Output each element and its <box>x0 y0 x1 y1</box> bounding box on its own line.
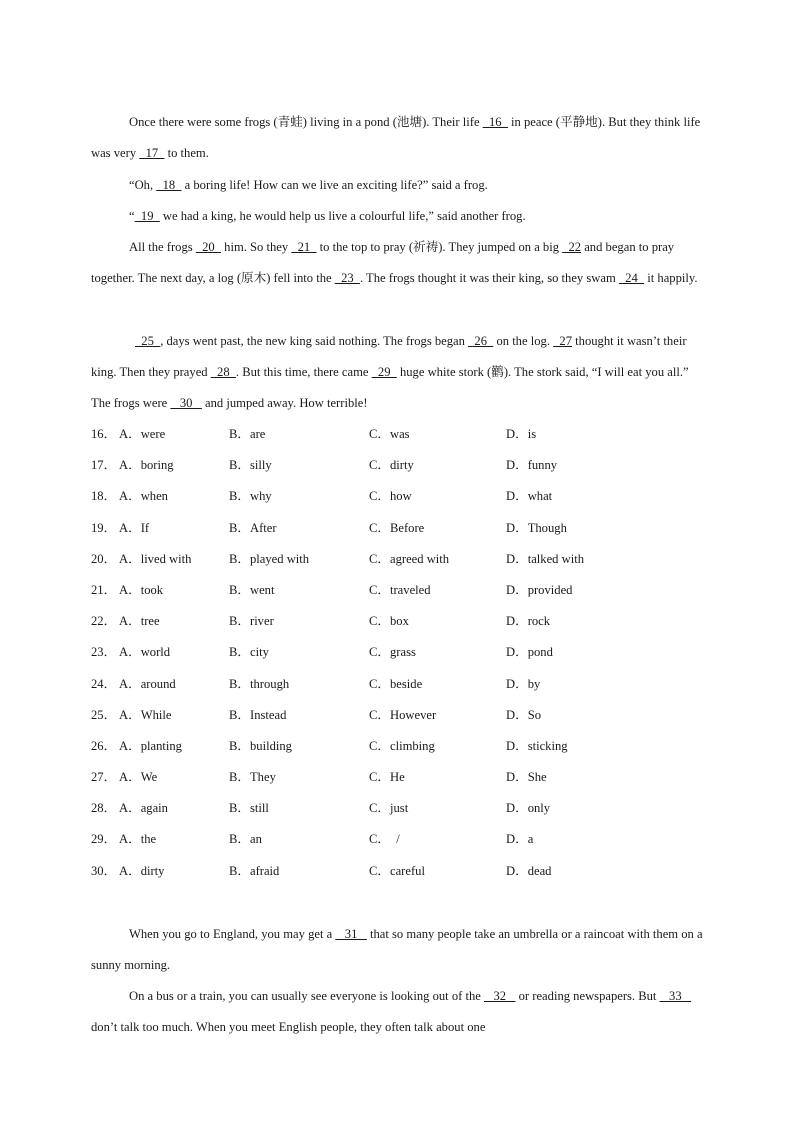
question-number: 26． <box>91 738 117 753</box>
option-c: C．beside <box>369 676 423 691</box>
options-list <box>91 419 711 887</box>
option-b: B．They <box>229 770 276 785</box>
option-b: B．river <box>229 614 274 629</box>
option-a: A．We <box>119 770 158 785</box>
option-c: C．traveled <box>369 582 431 597</box>
text: “Oh, <box>129 178 157 192</box>
question-number: 23． <box>91 645 117 660</box>
passage1-paragraph-1 <box>91 107 703 169</box>
text: On a bus or a train, you can usually see everyone is looking out of the <box>129 989 484 1003</box>
option-d: D．dead <box>506 863 552 878</box>
option-d: D．rock <box>506 614 551 629</box>
passage1-paragraph-4 <box>91 232 703 294</box>
option-a: A．dirty <box>119 863 165 878</box>
option-d: D．pond <box>506 645 553 660</box>
question-row-26 <box>91 731 711 762</box>
text: thought it wasn’t their king. Then they prayed <box>91 334 687 380</box>
blank-32: 32 <box>484 989 516 1003</box>
option-a: A．If <box>119 520 150 535</box>
option-a: A．tree <box>119 614 160 629</box>
text: huge white stork (鹳). The stork said, “I will eat you all.” The frogs were <box>91 365 689 411</box>
text: “ <box>129 209 135 223</box>
question-number: 16． <box>91 427 117 441</box>
option-a: A．were <box>119 427 166 441</box>
text: and jumped away. How terrible! <box>201 396 368 411</box>
option-b: B．city <box>229 645 269 660</box>
option-b: B．went <box>229 582 275 597</box>
question-number: 22． <box>91 614 117 629</box>
question-number: 30． <box>91 863 117 878</box>
option-a: A．the <box>119 832 157 847</box>
question-row-16 <box>91 419 711 450</box>
option-d: D．provided <box>506 582 573 597</box>
blank-17: 17 <box>139 146 165 161</box>
option-c: C．grass <box>369 645 416 660</box>
text: Once there were some frogs (青蛙) living in a pond (池塘). Their life <box>129 115 483 129</box>
option-c: C．box <box>369 614 409 629</box>
blank-19: 19 <box>134 209 160 223</box>
option-b: B．afraid <box>229 863 280 878</box>
question-number: 18． <box>91 489 117 504</box>
blank-31: 31 <box>335 927 367 941</box>
text: it happily. <box>644 271 698 286</box>
question-row-18 <box>91 481 711 512</box>
option-c: C．Before <box>369 520 425 535</box>
option-d: D．a <box>506 832 534 847</box>
option-a: A．around <box>119 676 176 691</box>
question-number: 24． <box>91 676 117 691</box>
text: When you go to England, you may get a <box>129 927 336 941</box>
passage1-paragraph-2 <box>91 170 703 201</box>
option-d: D．by <box>506 676 541 691</box>
text: that so many people take an umbrella or a raincoat with them on a sunny morning. <box>91 927 703 973</box>
question-number: 28． <box>91 801 117 816</box>
passage2-paragraph-2 <box>91 981 703 1043</box>
option-a: A．planting <box>119 738 182 753</box>
blank-20: 20 <box>195 240 221 254</box>
question-number: 25． <box>91 707 117 722</box>
option-a: A．when <box>119 489 168 504</box>
option-d: D．sticking <box>506 738 568 753</box>
blank-22: 22 <box>562 240 582 254</box>
text: to the top to pray (祈祷). They jumped on a big <box>316 240 563 254</box>
option-b: B．are <box>229 427 266 441</box>
blank-28: 28 <box>210 365 236 380</box>
text: , days went past, the new king said nothing. The frogs began <box>160 334 469 348</box>
text: a boring life! How can we live an exciting life?” said a frog. <box>181 178 488 192</box>
option-d: D．funny <box>506 458 558 473</box>
option-b: B．building <box>229 738 292 753</box>
option-c: C．dirty <box>369 458 414 473</box>
question-number: 17． <box>91 458 117 473</box>
option-c: C．climbing <box>369 738 435 753</box>
question-row-25 <box>91 700 711 731</box>
option-c: C．how <box>369 489 412 504</box>
question-row-20 <box>91 544 711 575</box>
option-b: B．through <box>229 676 290 691</box>
blank-24: 24 <box>618 271 645 286</box>
option-a: A．again <box>119 801 168 816</box>
text: . But this time, there came <box>235 365 372 380</box>
blank-27: 27 <box>553 334 573 348</box>
blank-29: 29 <box>371 365 397 380</box>
text: we had a king, he would help us live a colourful life,” said another frog. <box>159 209 526 223</box>
blank-16: 16 <box>482 115 508 129</box>
option-c: C．careful <box>369 863 425 878</box>
option-b: B．Instead <box>229 707 287 722</box>
text: or reading newspapers. But <box>515 989 660 1003</box>
blank-33: 33 <box>659 989 692 1003</box>
question-number: 27． <box>91 770 117 785</box>
option-b: B．silly <box>229 458 272 473</box>
blank-26: 26 <box>468 334 494 348</box>
blank-21: 21 <box>291 240 317 254</box>
option-c: C．He <box>369 770 405 785</box>
option-a: A．took <box>119 582 164 597</box>
passage2-paragraph-1 <box>91 919 703 981</box>
text: don’t talk too much. When you meet English people, they often talk about one <box>91 1020 486 1035</box>
text: All the frogs <box>129 240 196 254</box>
passage1-paragraph-3 <box>91 201 703 232</box>
option-b: B．After <box>229 520 277 535</box>
option-a: A．boring <box>119 458 174 473</box>
text: to them. <box>164 146 209 161</box>
option-c: C．was <box>369 427 410 441</box>
blank-23: 23 <box>334 271 360 286</box>
question-row-28 <box>91 793 711 824</box>
question-number: 21． <box>91 582 117 597</box>
question-row-24 <box>91 669 711 700</box>
option-a: A．lived with <box>119 551 192 566</box>
option-b: B．still <box>229 801 269 816</box>
option-d: D．talked with <box>506 551 584 566</box>
option-b: B．why <box>229 489 272 504</box>
option-b: B．played with <box>229 551 310 566</box>
question-row-17 <box>91 450 711 481</box>
option-d: D．Though <box>506 520 567 535</box>
option-a: A．While <box>119 707 172 722</box>
option-d: D．only <box>506 801 551 816</box>
question-number: 19． <box>91 520 117 535</box>
option-c: C．agreed with <box>369 551 450 566</box>
blank-25: 25 <box>135 334 161 348</box>
option-c: C．However <box>369 707 437 722</box>
text: and began to pray together. The next day, a log (原木) fell into the <box>91 240 675 286</box>
option-d: D．She <box>506 770 547 785</box>
question-number: 29． <box>91 832 117 847</box>
question-row-30 <box>91 856 711 887</box>
option-a: A．world <box>119 645 171 660</box>
text: . The frogs thought it was their king, so they swam <box>359 271 619 286</box>
passage1-paragraph-5 <box>91 326 703 420</box>
option-c: C． / <box>369 832 400 847</box>
option-c: C．just <box>369 801 409 816</box>
question-number: 20． <box>91 551 117 566</box>
question-row-21 <box>91 575 711 606</box>
blank-18: 18 <box>156 178 182 192</box>
option-b: B．an <box>229 832 262 847</box>
option-d: D．is <box>506 427 537 441</box>
question-row-22 <box>91 606 711 637</box>
option-d: D．So <box>506 707 541 722</box>
question-row-23 <box>91 637 711 668</box>
option-d: D．what <box>506 489 553 504</box>
text: him. So they <box>221 240 292 254</box>
blank-30: 30 <box>170 396 202 411</box>
question-row-29 <box>91 824 711 855</box>
text: in peace (平静地). But they think life was very <box>91 115 701 161</box>
text: on the log. <box>493 334 554 348</box>
question-row-27 <box>91 762 711 793</box>
question-row-19 <box>91 513 711 544</box>
